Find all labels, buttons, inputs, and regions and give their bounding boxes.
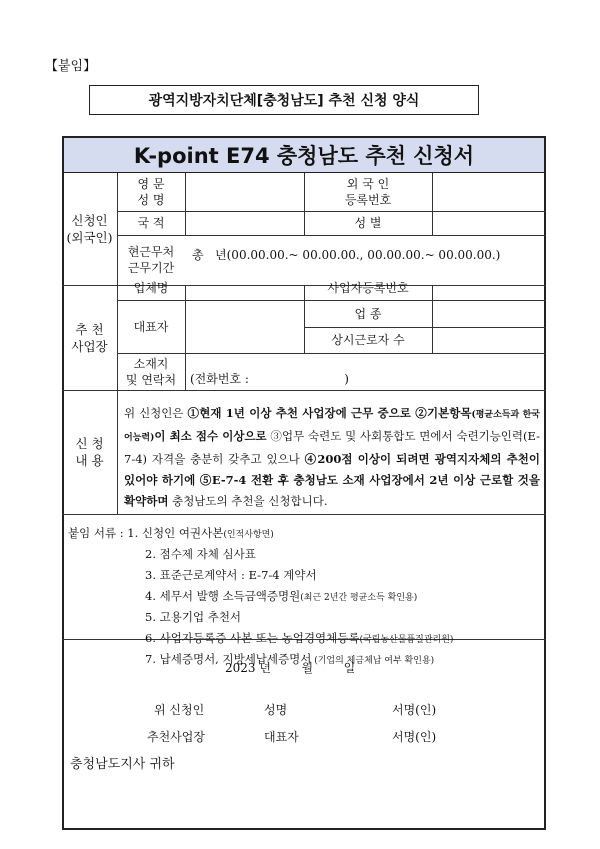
industry-field[interactable]: [432, 300, 546, 327]
attachment-item: 7. 납세증명서, 지방세납세증명서 (기업의 체금체납 여부 확인용): [145, 652, 435, 666]
date-line: 2023 년 월 일: [225, 661, 356, 675]
alien-reg-label: 외 국 인 등록번호: [344, 177, 392, 207]
attachment-tag: 【붙임】: [45, 59, 97, 74]
applicant-signature[interactable]: 서명(인): [392, 703, 437, 717]
workers-label: 상시근로자 수: [331, 333, 405, 347]
biz-reg-field[interactable]: [432, 285, 546, 300]
header-title: 광역지방자치단체[충청남도] 추천 신청 양식: [89, 85, 479, 115]
application-statement: 위 신청인은 ①현재 1년 이상 추천 사업장에 근무 중으로 ②기본항목(평균소득과 한국어능력)이 최소 점수 이상으로 ③업무 숙련도 및 사회통합도 면에서 숙련기능인력(E-7-4) 자격을 충분히 갖추고 있으나 ④200점 이상이 되려면 광역지자체의 추천이 있어야 하기에 ⑤E-7-4 전환 후 충청남도 소재 사업장에서 2년 이상 근로할 것을 확약하며 충청남도의 추천을 신청합니다.: [124, 406, 541, 508]
ceo-field[interactable]: [185, 300, 304, 353]
section-divider: [62, 514, 546, 515]
attachment-list: [68, 524, 542, 671]
name-label: 영 문 성 명: [137, 177, 165, 207]
applicant-name-label: 성명: [264, 703, 288, 717]
attachment-item: 3. 표준근로계약서 : E-7-4 계약서: [145, 568, 317, 582]
phone-value[interactable]: (전화번호 : ): [190, 372, 349, 386]
industry-label: 업 종: [354, 306, 382, 321]
application-section-label: 신 청 내 용: [75, 436, 104, 468]
address-label: 소재지 및 연락처: [125, 356, 177, 387]
company-sign-label: 추천사업장: [147, 730, 205, 744]
name-field[interactable]: [185, 173, 304, 211]
ceo-signature[interactable]: 서명(인): [392, 730, 437, 744]
attachment-item: 4. 세무서 발행 소득금액증명원(최근 2년간 평균소득 확인용): [145, 589, 418, 603]
section-divider: [62, 390, 546, 391]
alien-reg-field[interactable]: [432, 173, 546, 211]
company-field[interactable]: [185, 285, 304, 300]
applicant-sign-label: 위 신청인: [154, 703, 205, 717]
work-period-label: 현근무처 근무기간: [127, 245, 175, 275]
nationality-label: 국 적: [137, 216, 165, 230]
gender-field[interactable]: [432, 211, 546, 235]
applicant-section-label: 신청인 (외국인): [66, 213, 113, 245]
ceo-sign-label: 대표자: [264, 730, 299, 744]
biz-reg-label: 사업자등록번호: [327, 281, 409, 295]
gender-label: 성 별: [354, 216, 382, 230]
form-title: K-point E74 충청남도 추천 신청서: [62, 136, 546, 173]
nationality-field[interactable]: [185, 211, 304, 235]
attachment-item: 5. 고용기업 추천서: [145, 610, 242, 624]
ceo-label: 대표자: [133, 319, 169, 334]
attachment-item: 2. 점수제 자체 심사표: [145, 547, 256, 561]
attachment-item: 붙임 서류 : 1. 신청인 여권사본(인적사항면): [68, 526, 274, 540]
workers-field[interactable]: [432, 327, 546, 353]
attachment-item: 6. 사업자등록증 사본 또는 농업경영체등록(국립농산물품질관리원): [145, 631, 454, 645]
company-label: 업체명: [133, 281, 169, 295]
column-divider: [117, 390, 118, 514]
recommend-section-label: 추 천 사업장: [71, 321, 108, 354]
addressee: 충청남도지사 귀하: [70, 757, 175, 772]
work-period-value[interactable]: 총 년(00.00.00.~ 00.00.00., 00.00.00.~ 00.00.00.): [192, 248, 501, 262]
